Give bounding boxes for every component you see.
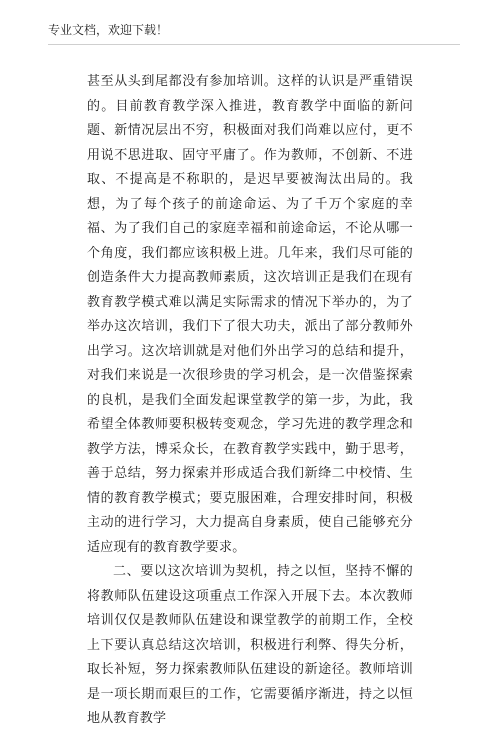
document-body [87, 70, 413, 732]
header-divider [48, 44, 460, 45]
page-header: 专业文档，欢迎下载！ [48, 23, 169, 37]
paragraph-2: 二、要以这次培训为契机，持之以恒，坚持不懈的将教师队伍建设这项重点工作深入开展下去。本次教师培训仅仅是教师队伍建设和课堂教学的前期工作，全校上下要认真总结这次培训，积极进行利弊、得失分析，取长补短，努力探索教师队伍建设的新途径。教师培训是一项长期而艰巨的工作，它需要循序渐进，持之以恒地从教育教学 [87, 564, 413, 726]
paragraph-1: 甚至从头到尾都没有参加培训。这样的认识是严重错误的。目前教育教学深入推进，教育教学中面临的新问题、新情况层出不穷，积极面对我们尚难以应付，更不用说不思进取、固守平庸了。作为教师，不创新、不进取、不提高是不称职的，是迟早要被淘汰出局的。我想，为了每个孩子的前途命运、为了千万个家庭的幸福、为了我们自己的家庭幸福和前途命运，不论从哪一个角度，我们都应该积极上进。几年来，我们尽可能的创造条件大力提高教师素质，这次培训正是我们在现有教育教学模式难以满足实际需求的情况下举办的，为了举办这次培训，我们下了很大功夫，派出了部分教师外出学习。这次培训就是对他们外出学习的总结和提升，对我们来说是一次很珍贵的学习机会，是一次借鉴探索的良机，是我们全面发起课堂教学的第一步，为此，我希望全体教师要积极转变观念，学习先进的教学理念和教学方法，博采众长，在教育教学实践中，勤于思考，善于总结，努力探索并形成适合我们新绛二中校情、生情的教育教学模式；要克服困难，合理安排时间，积极主动的进行学习，大力提高自身素质，使自己能够充分适应现有的教育教学要求。 [87, 74, 413, 555]
